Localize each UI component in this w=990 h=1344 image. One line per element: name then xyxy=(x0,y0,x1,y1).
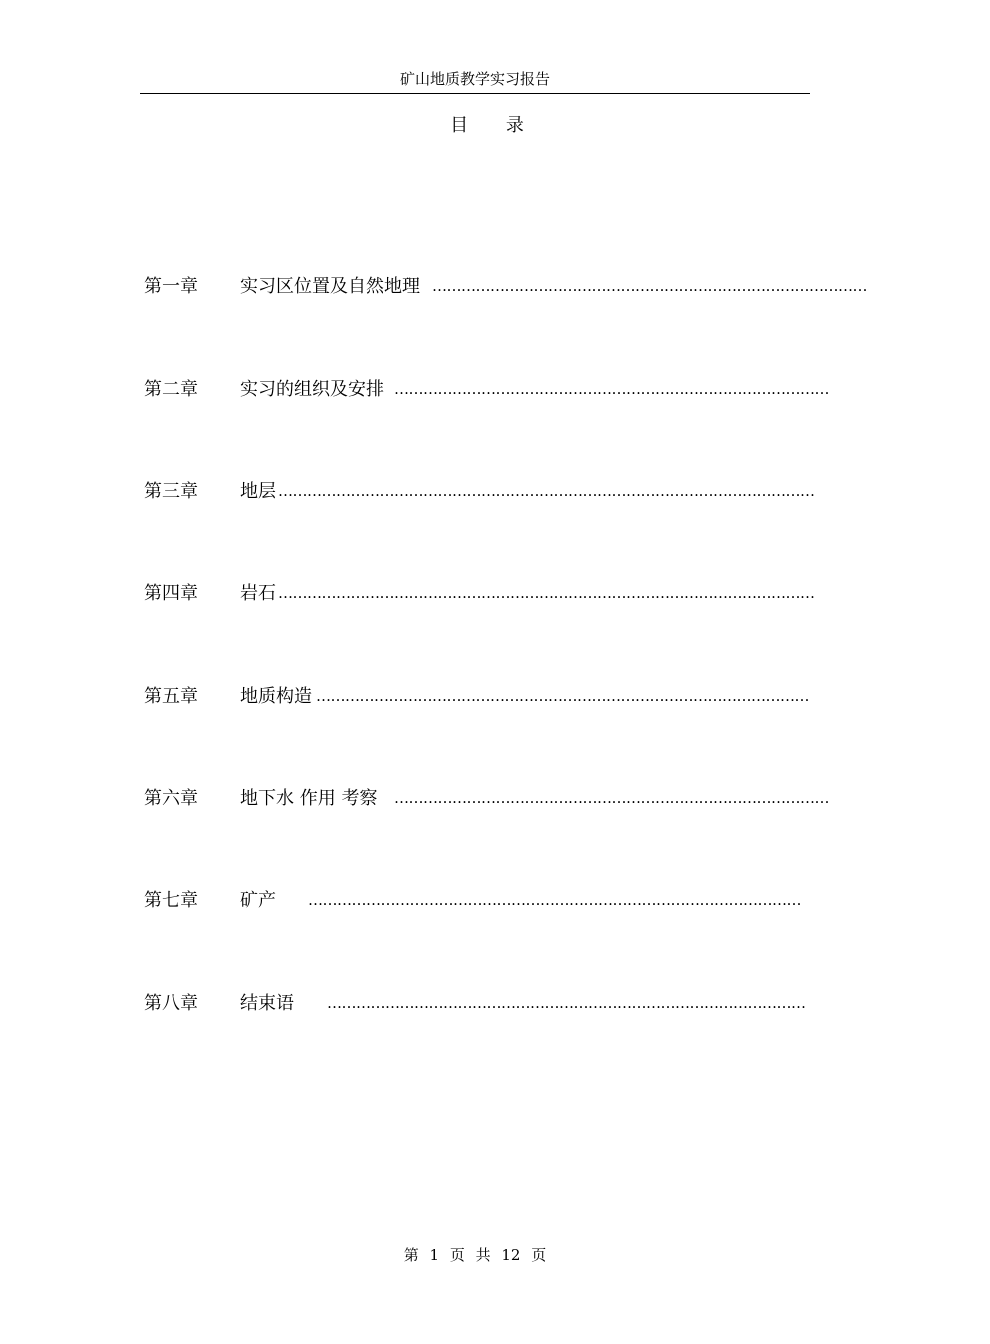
chapter-number: 第六章 xyxy=(144,788,198,809)
chapter-title: 地质构造 xyxy=(240,686,312,707)
dot-leader: ………………………………………………………………………………………………… xyxy=(278,482,815,500)
chapter-number: 第八章 xyxy=(144,993,198,1014)
dot-leader: ………………………………………………………………………………………… xyxy=(308,891,801,909)
page-number: 第 1 页 共 12 页 xyxy=(403,1246,547,1264)
chapter-title: 地下水 作用 考察 xyxy=(240,788,378,809)
toc-entry-chapter-5[interactable] xyxy=(144,683,809,711)
chapter-number: 第四章 xyxy=(144,583,198,604)
chapter-number: 第三章 xyxy=(144,481,198,502)
chapter-title: 实习区位置及自然地理 xyxy=(240,276,420,297)
toc-entry-chapter-4[interactable] xyxy=(144,580,815,608)
toc-entry-chapter-6[interactable] xyxy=(144,785,829,813)
chapter-number: 第七章 xyxy=(144,890,198,911)
dot-leader: ………………………………………………………………………………………………… xyxy=(278,584,815,602)
toc-entry-chapter-2[interactable] xyxy=(144,376,829,404)
dot-leader: ……………………………………………………………………………………… xyxy=(327,994,806,1012)
dot-leader: ……………………………………………………………………………… xyxy=(394,789,829,807)
chapter-title: 地层 xyxy=(240,481,276,502)
toc-entry-chapter-8[interactable] xyxy=(144,990,806,1018)
toc-entry-chapter-1[interactable] xyxy=(144,273,867,301)
chapter-title: 矿产 xyxy=(240,890,276,911)
dot-leader: ……………………………………………………………………………… xyxy=(394,380,829,398)
chapter-title: 实习的组织及安排 xyxy=(240,379,384,400)
toc-title: 目 录 xyxy=(450,115,540,136)
page-header xyxy=(140,66,810,94)
chapter-title: 结束语 xyxy=(240,993,294,1014)
chapter-number: 第一章 xyxy=(144,276,198,297)
toc-entry-chapter-7[interactable] xyxy=(144,887,801,915)
document-title: 矿山地质教学实习报告 xyxy=(399,70,550,88)
chapter-title: 岩石 xyxy=(240,583,276,604)
toc-entry-chapter-3[interactable] xyxy=(144,478,815,506)
dot-leader: ……………………………………………………………………………… xyxy=(432,277,867,295)
chapter-number: 第二章 xyxy=(144,379,198,400)
dot-leader: ………………………………………………………………………………………… xyxy=(316,687,809,705)
chapter-number: 第五章 xyxy=(144,686,198,707)
